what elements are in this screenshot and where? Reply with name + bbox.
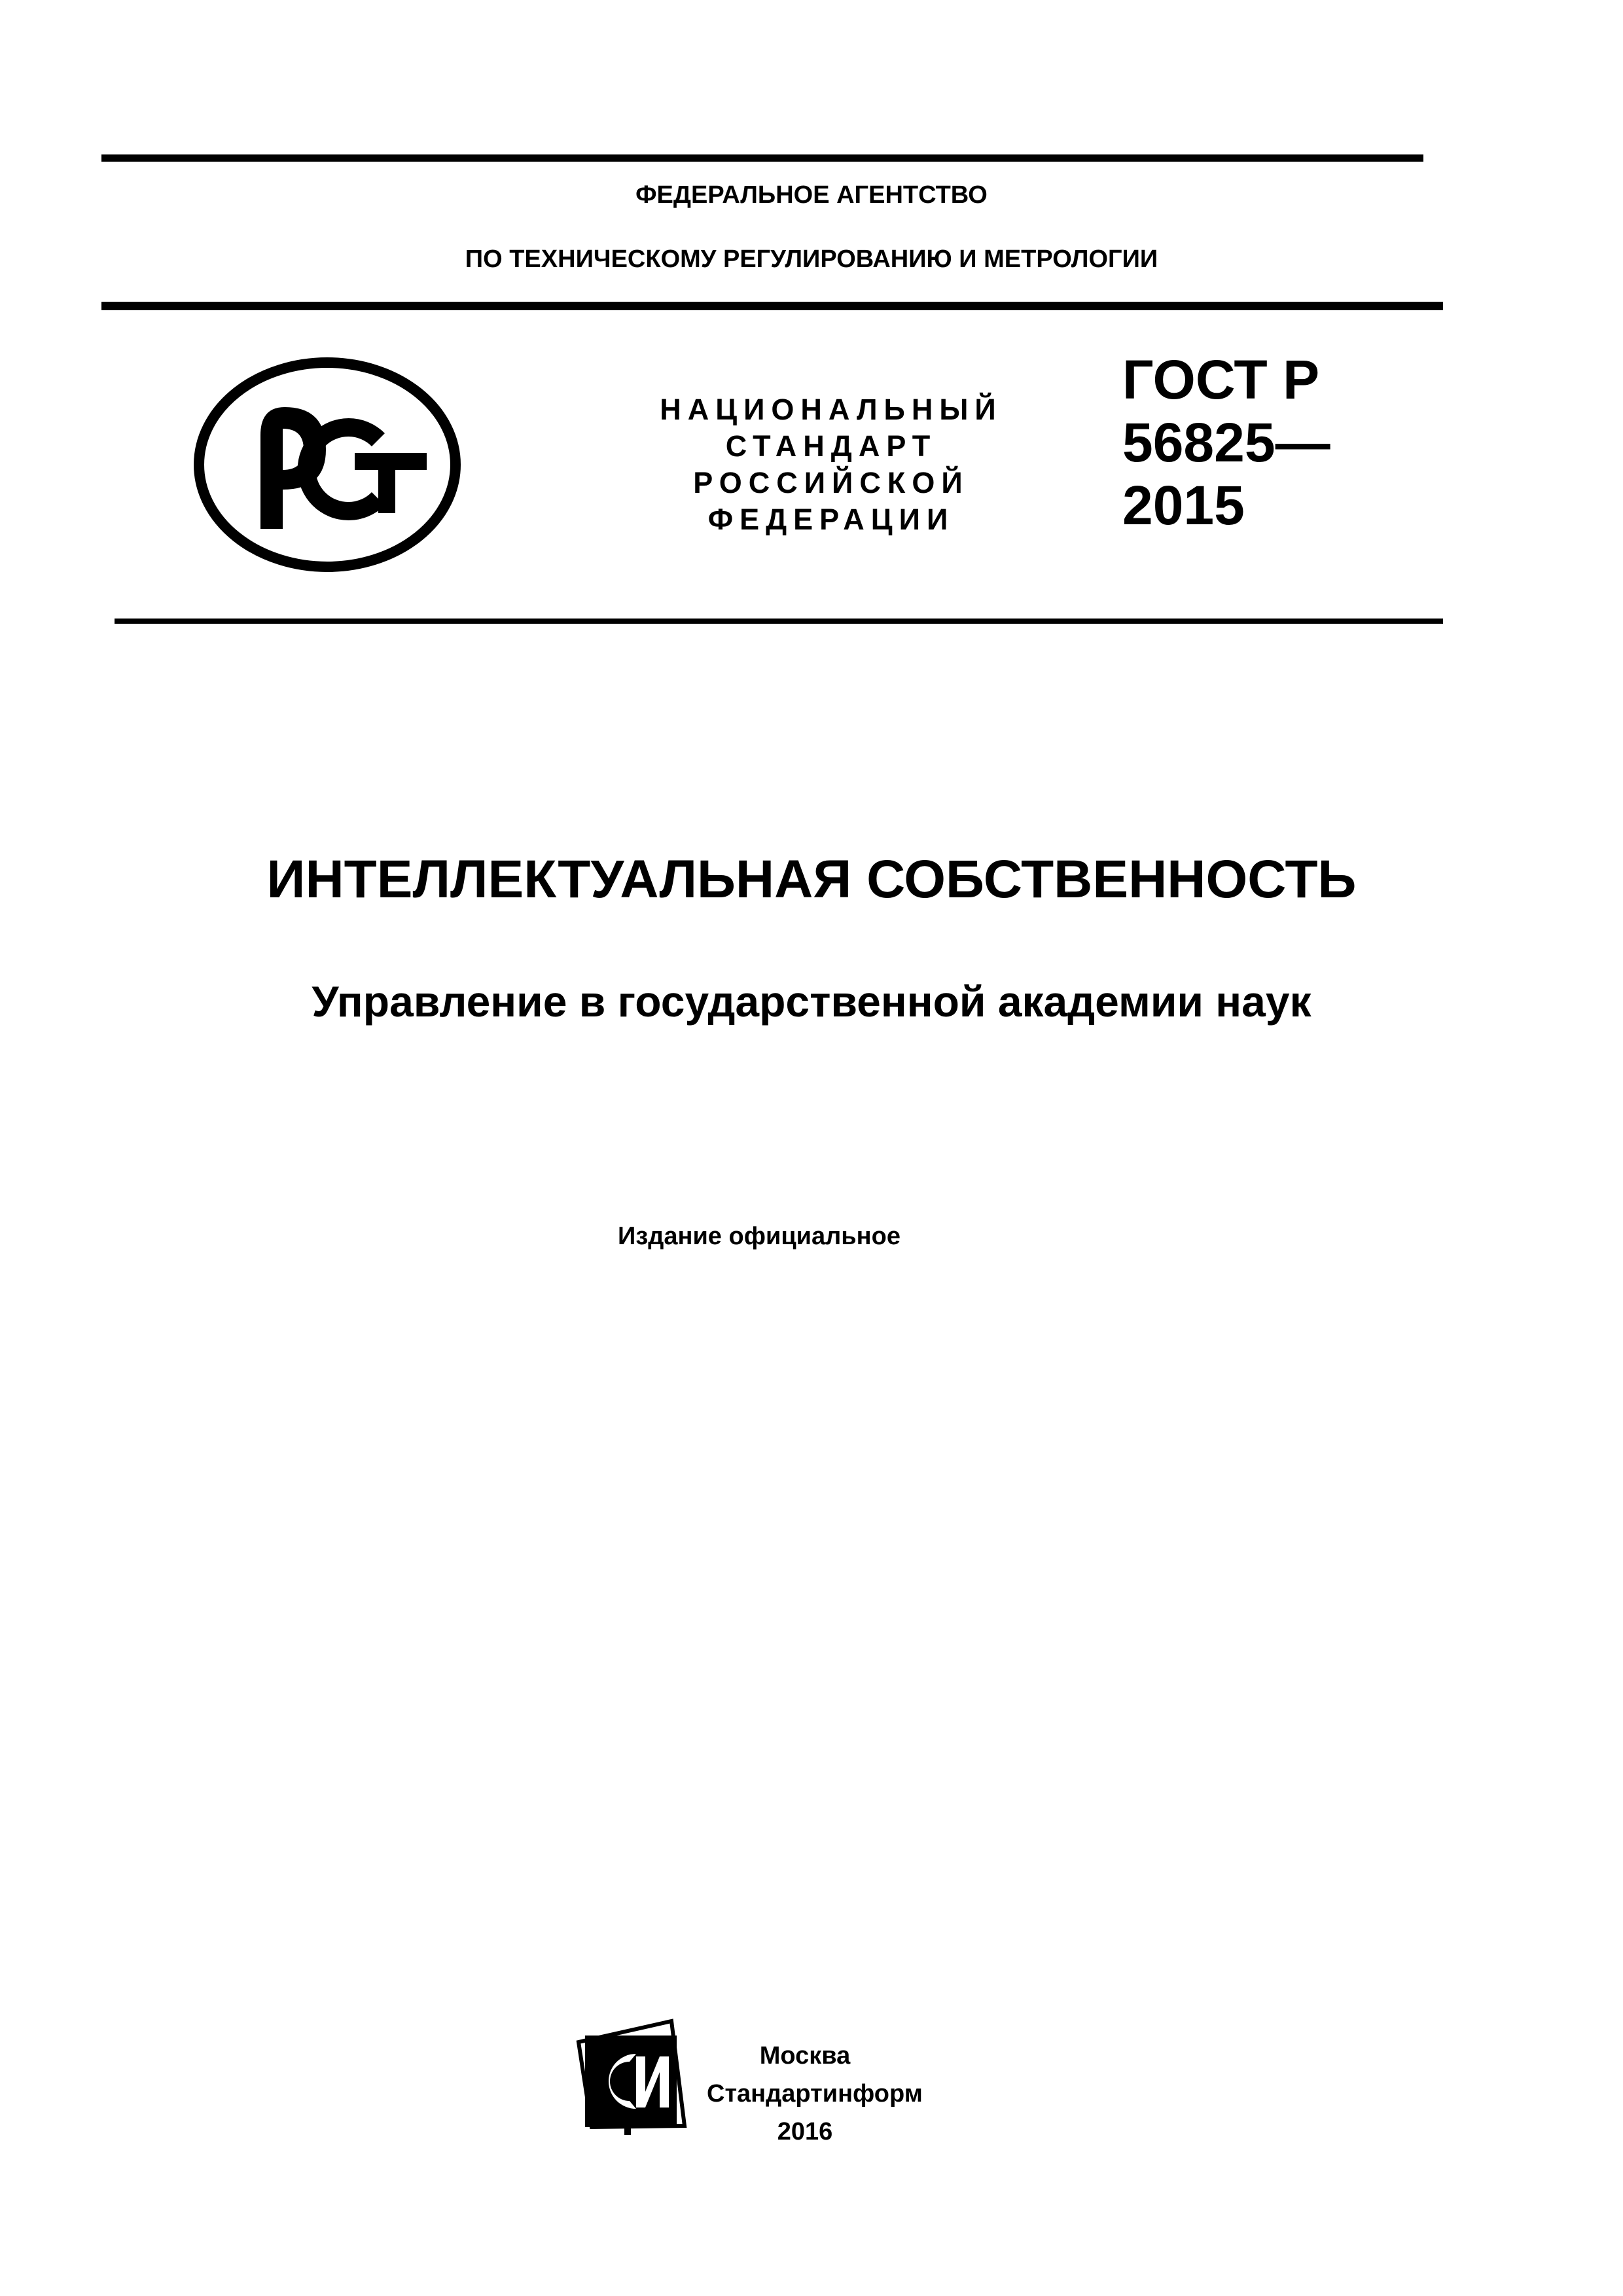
agency-name-line2: ПО ТЕХНИЧЕСКОМУ РЕГУЛИРОВАНИЮ И МЕТРОЛОГИИ bbox=[465, 245, 1158, 273]
standard-type-line1: НАЦИОНАЛЬНЫЙ bbox=[660, 393, 1003, 426]
edition-note: Издание официальное bbox=[618, 1223, 901, 1250]
imprint-publisher: Стандартинформ bbox=[707, 2080, 923, 2108]
top-rule bbox=[101, 154, 1423, 162]
agency-name-line1: ФЕДЕРАЛЬНОЕ АГЕНТСТВО bbox=[635, 181, 988, 209]
standard-type-block bbox=[615, 391, 1047, 538]
rst-seal-icon bbox=[190, 353, 465, 576]
header-bottom-rule bbox=[101, 302, 1443, 310]
standartinform-logo-icon bbox=[573, 2016, 688, 2137]
standard-type-line2: СТАНДАРТ bbox=[725, 429, 937, 463]
standard-code-line3: 2015 bbox=[1122, 475, 1245, 536]
imprint-city: Москва bbox=[759, 2042, 851, 2070]
document-subtitle: Управление в государственной академии наук bbox=[312, 977, 1311, 1026]
standard-code-line1: ГОСТ Р bbox=[1122, 349, 1320, 410]
standard-type-line4: ФЕДЕРАЦИИ bbox=[707, 503, 955, 536]
standard-code-line2: 56825— bbox=[1122, 412, 1330, 473]
document-title: ИНТЕЛЛЕКТУАЛЬНАЯ СОБСТВЕННОСТЬ bbox=[266, 850, 1357, 909]
imprint bbox=[707, 2037, 923, 2151]
mid-rule bbox=[115, 619, 1443, 624]
standard-code bbox=[1122, 348, 1330, 537]
imprint-year: 2016 bbox=[777, 2118, 833, 2145]
standard-type-line3: РОССИЙСКОЙ bbox=[693, 466, 969, 499]
